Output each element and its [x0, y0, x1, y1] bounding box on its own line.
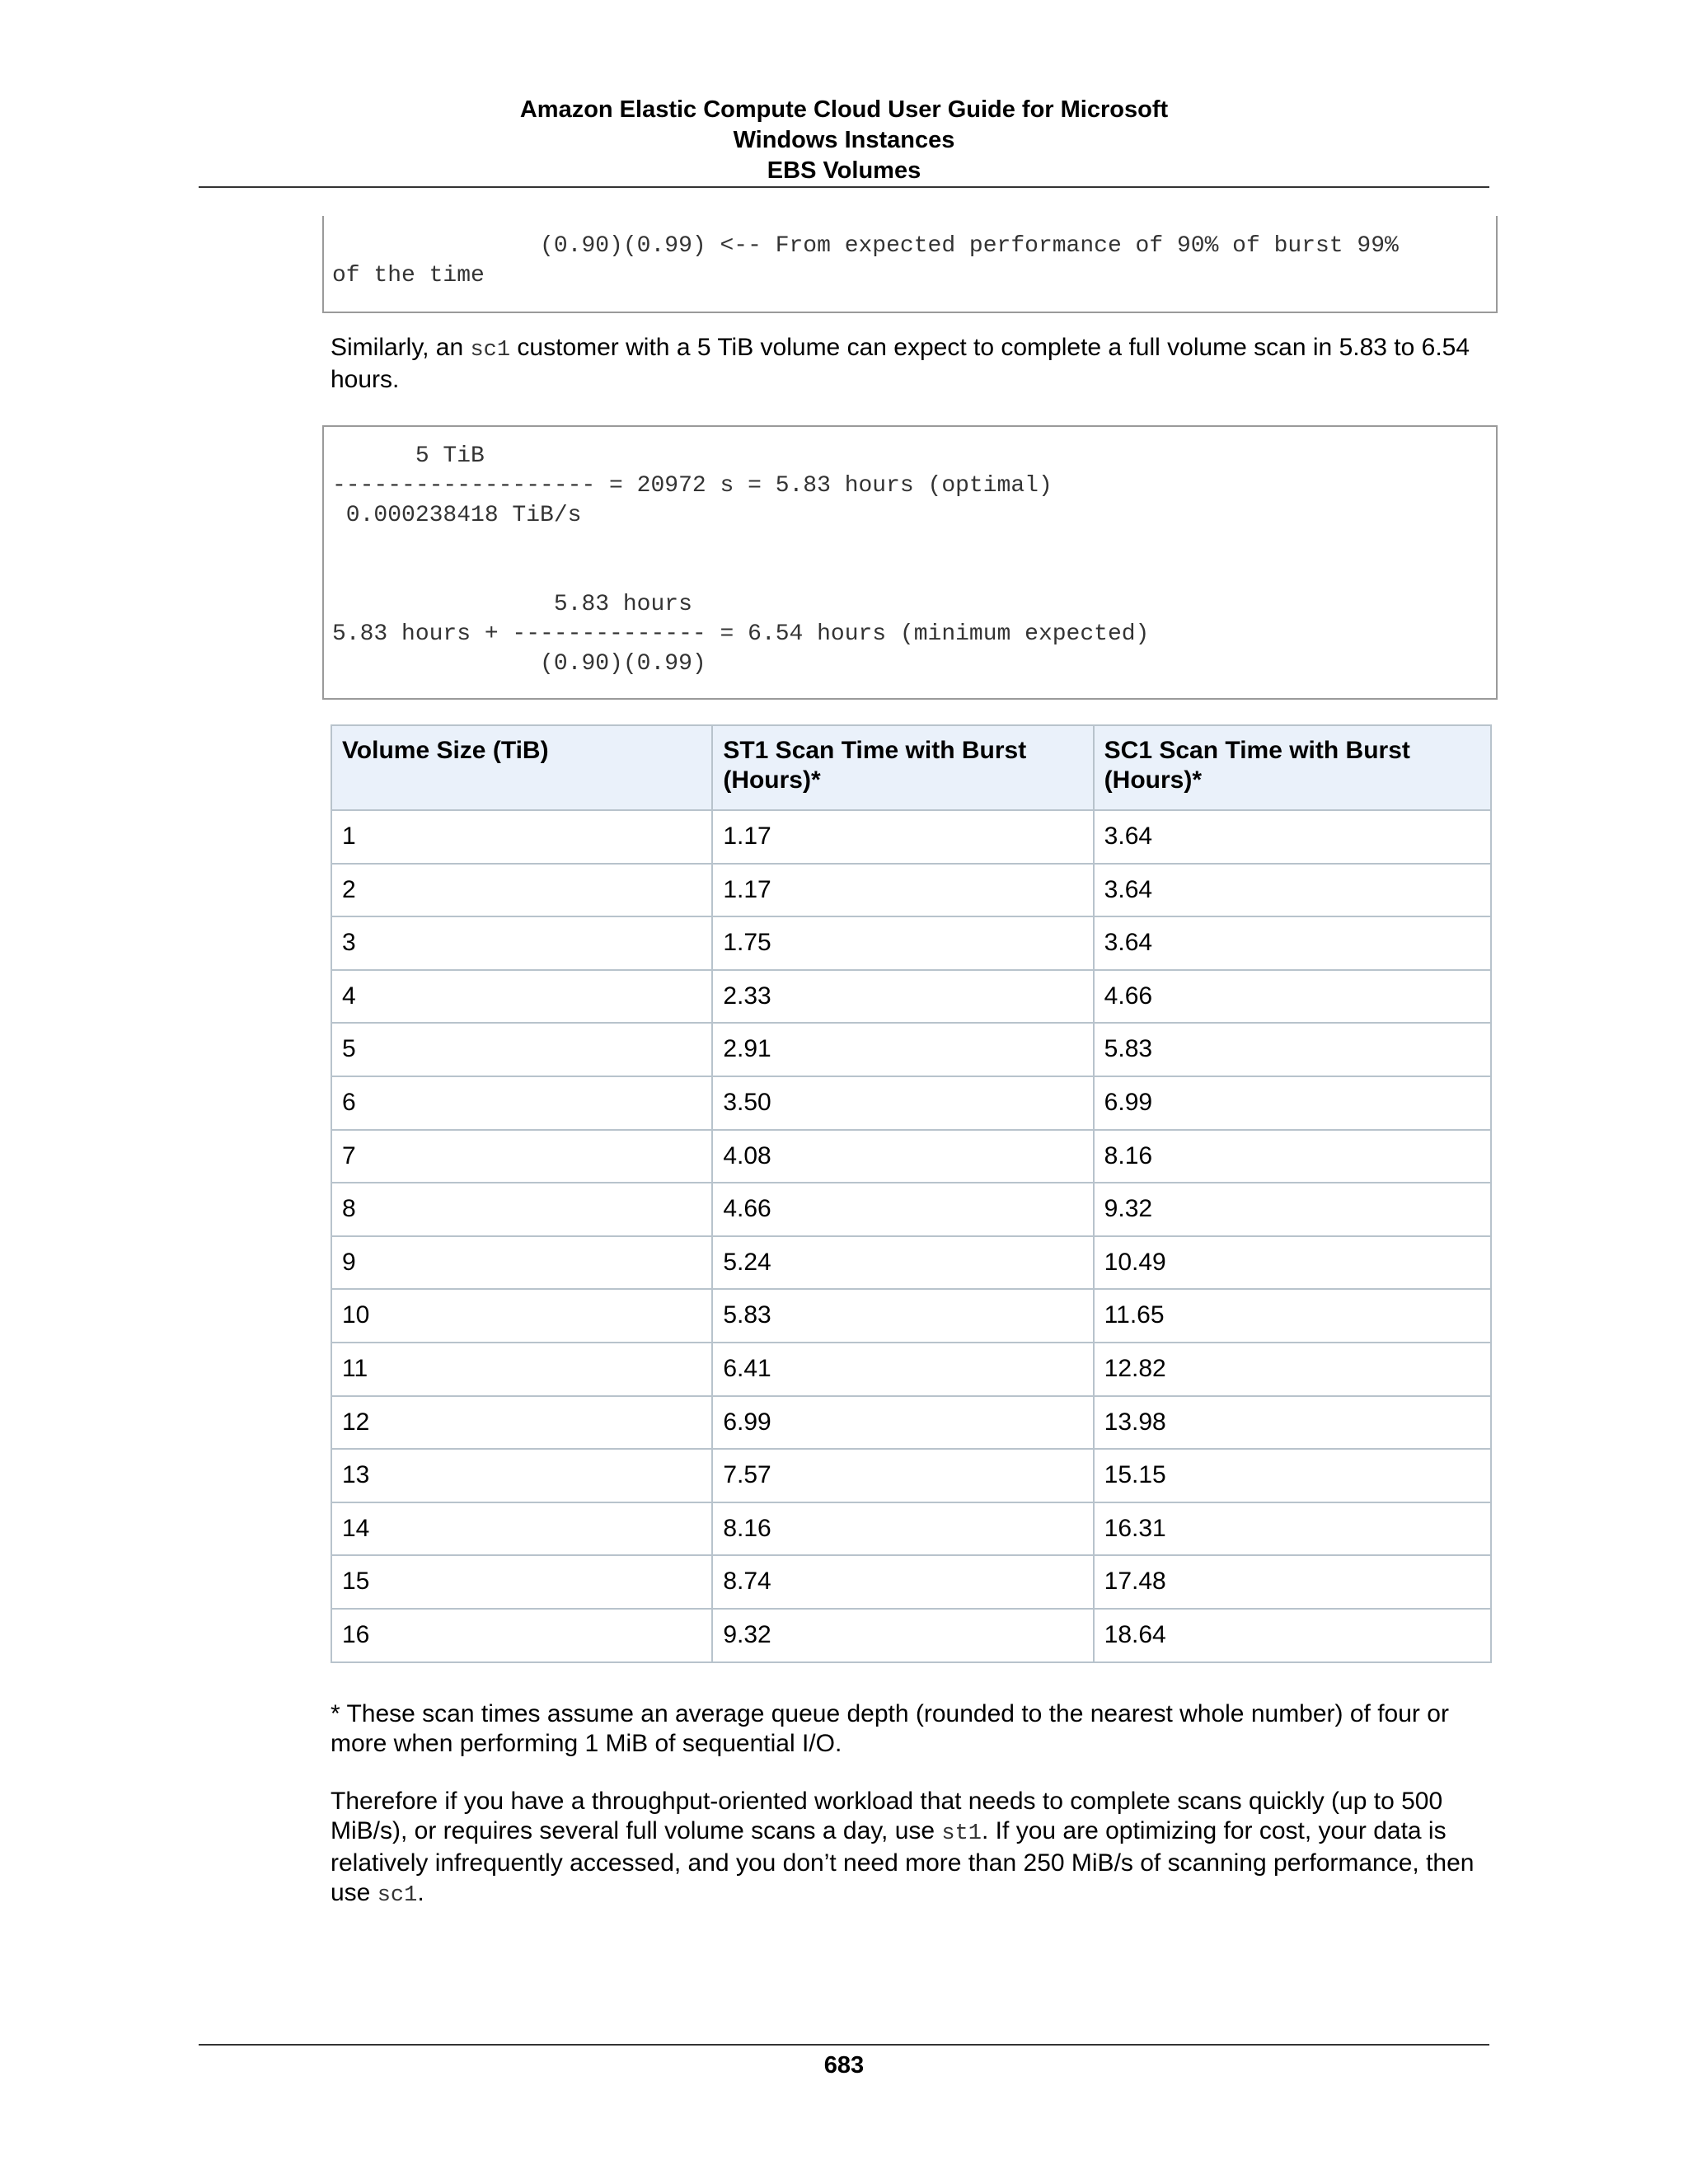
cell-volume-size: 9 [331, 1236, 712, 1290]
table-row [331, 916, 1491, 970]
code-block-burst-factor: (0.90)(0.99) <-- From expected performance of 90% of burst 99% of the time [322, 216, 1498, 313]
cell-st1-scan-time: 1.17 [712, 864, 1093, 917]
code-block-scan-calculation: 5 TiB ------------------- = 20972 s = 5.83 hours (optimal) 0.000238418 TiB/s 5.83 hours 5.83 hours + -------------- = 6.54 hours (minimum expected) (0.90)(0.99) [322, 425, 1498, 700]
paragraph-text: Similarly, an [331, 334, 471, 361]
cell-volume-size: 11 [331, 1343, 712, 1396]
cell-st1-scan-time: 4.66 [712, 1183, 1093, 1236]
paragraph-text: Therefore if you have a throughput-oriented workload that needs to complete scans quickly (up to 500 MiB/s), or requires several full volume scans a day, use [331, 1788, 1443, 1844]
cell-st1-scan-time: 1.17 [712, 810, 1093, 864]
table-row [331, 810, 1491, 864]
cell-st1-scan-time: 5.24 [712, 1236, 1093, 1290]
cell-volume-size: 6 [331, 1076, 712, 1130]
paragraph-recommendation [331, 1787, 1501, 1910]
table-row [331, 1236, 1491, 1290]
table-row [331, 1130, 1491, 1183]
paragraph-text: . [417, 1879, 424, 1906]
cell-volume-size: 16 [331, 1609, 712, 1662]
inline-code-sc1: sc1 [377, 1883, 418, 1908]
cell-st1-scan-time: 4.08 [712, 1130, 1093, 1183]
cell-st1-scan-time: 2.33 [712, 970, 1093, 1024]
cell-st1-scan-time: 2.91 [712, 1023, 1093, 1076]
cell-volume-size: 3 [331, 916, 712, 970]
cell-sc1-scan-time: 4.66 [1094, 970, 1491, 1024]
table-row [331, 1396, 1491, 1450]
footnote: * These scan times assume an average queue depth (rounded to the nearest whole number) of four or more when performing 1 MiB of sequential I/O. [331, 1700, 1449, 1757]
column-header-st1-scan-time: ST1 Scan Time with Burst (Hours)* [712, 725, 1093, 810]
cell-sc1-scan-time: 5.83 [1094, 1023, 1491, 1076]
cell-volume-size: 7 [331, 1130, 712, 1183]
cell-volume-size: 14 [331, 1502, 712, 1556]
column-header-sc1-scan-time: SC1 Scan Time with Burst (Hours)* [1094, 725, 1491, 810]
scan-time-table [331, 724, 1492, 1663]
inline-code-sc1: sc1 [470, 338, 511, 363]
table-row [331, 1502, 1491, 1556]
cell-sc1-scan-time: 12.82 [1094, 1343, 1491, 1396]
table-row [331, 1449, 1491, 1502]
paragraph-sc1-scan-time [331, 333, 1501, 395]
cell-sc1-scan-time: 3.64 [1094, 916, 1491, 970]
cell-st1-scan-time: 8.16 [712, 1502, 1093, 1556]
cell-volume-size: 13 [331, 1449, 712, 1502]
cell-volume-size: 4 [331, 970, 712, 1024]
table-row [331, 864, 1491, 917]
paragraph-text: . If you are optimizing for cost, your data is relatively infrequently accessed, and you don’t need more than 250 MiB/s of scanning performance, then use [331, 1817, 1475, 1906]
cell-sc1-scan-time: 9.32 [1094, 1183, 1491, 1236]
inline-code-st1: st1 [941, 1821, 982, 1846]
table-row [331, 970, 1491, 1024]
table-row [331, 1289, 1491, 1343]
cell-sc1-scan-time: 3.64 [1094, 810, 1491, 864]
cell-sc1-scan-time: 13.98 [1094, 1396, 1491, 1450]
column-header-volume-size: Volume Size (TiB) [331, 725, 712, 810]
cell-sc1-scan-time: 10.49 [1094, 1236, 1491, 1290]
cell-volume-size: 10 [331, 1289, 712, 1343]
table-header-row [331, 725, 1491, 810]
cell-st1-scan-time: 6.99 [712, 1396, 1093, 1450]
table-row [331, 1023, 1491, 1076]
table-row [331, 1076, 1491, 1130]
cell-volume-size: 8 [331, 1183, 712, 1236]
cell-sc1-scan-time: 3.64 [1094, 864, 1491, 917]
table-row [331, 1343, 1491, 1396]
cell-st1-scan-time: 6.41 [712, 1343, 1093, 1396]
table-row [331, 1555, 1491, 1609]
header-section-title: EBS Volumes [767, 157, 921, 184]
cell-sc1-scan-time: 17.48 [1094, 1555, 1491, 1609]
cell-st1-scan-time: 7.57 [712, 1449, 1093, 1502]
table-row [331, 1183, 1491, 1236]
cell-sc1-scan-time: 8.16 [1094, 1130, 1491, 1183]
cell-sc1-scan-time: 6.99 [1094, 1076, 1491, 1130]
header-rule [199, 186, 1489, 188]
cell-volume-size: 2 [331, 864, 712, 917]
header-title-line-2: Windows Instances [733, 127, 955, 153]
paragraph-text: customer with a 5 TiB volume can expect to complete a full volume scan in 5.83 to 6.54 hours. [331, 334, 1470, 393]
cell-sc1-scan-time: 16.31 [1094, 1502, 1491, 1556]
cell-st1-scan-time: 5.83 [712, 1289, 1093, 1343]
cell-volume-size: 5 [331, 1023, 712, 1076]
table-body [331, 810, 1491, 1662]
cell-st1-scan-time: 8.74 [712, 1555, 1093, 1609]
cell-sc1-scan-time: 11.65 [1094, 1289, 1491, 1343]
cell-st1-scan-time: 1.75 [712, 916, 1093, 970]
table-row [331, 1609, 1491, 1662]
cell-sc1-scan-time: 18.64 [1094, 1609, 1491, 1662]
cell-sc1-scan-time: 15.15 [1094, 1449, 1491, 1502]
cell-st1-scan-time: 9.32 [712, 1609, 1093, 1662]
header-title-line-1: Amazon Elastic Compute Cloud User Guide for Microsoft [519, 96, 1169, 123]
footer-rule [199, 2044, 1489, 2046]
cell-st1-scan-time: 3.50 [712, 1076, 1093, 1130]
cell-volume-size: 15 [331, 1555, 712, 1609]
cell-volume-size: 12 [331, 1396, 712, 1450]
page-number: 683 [823, 2052, 865, 2079]
cell-volume-size: 1 [331, 810, 712, 864]
page-header [0, 95, 1688, 186]
